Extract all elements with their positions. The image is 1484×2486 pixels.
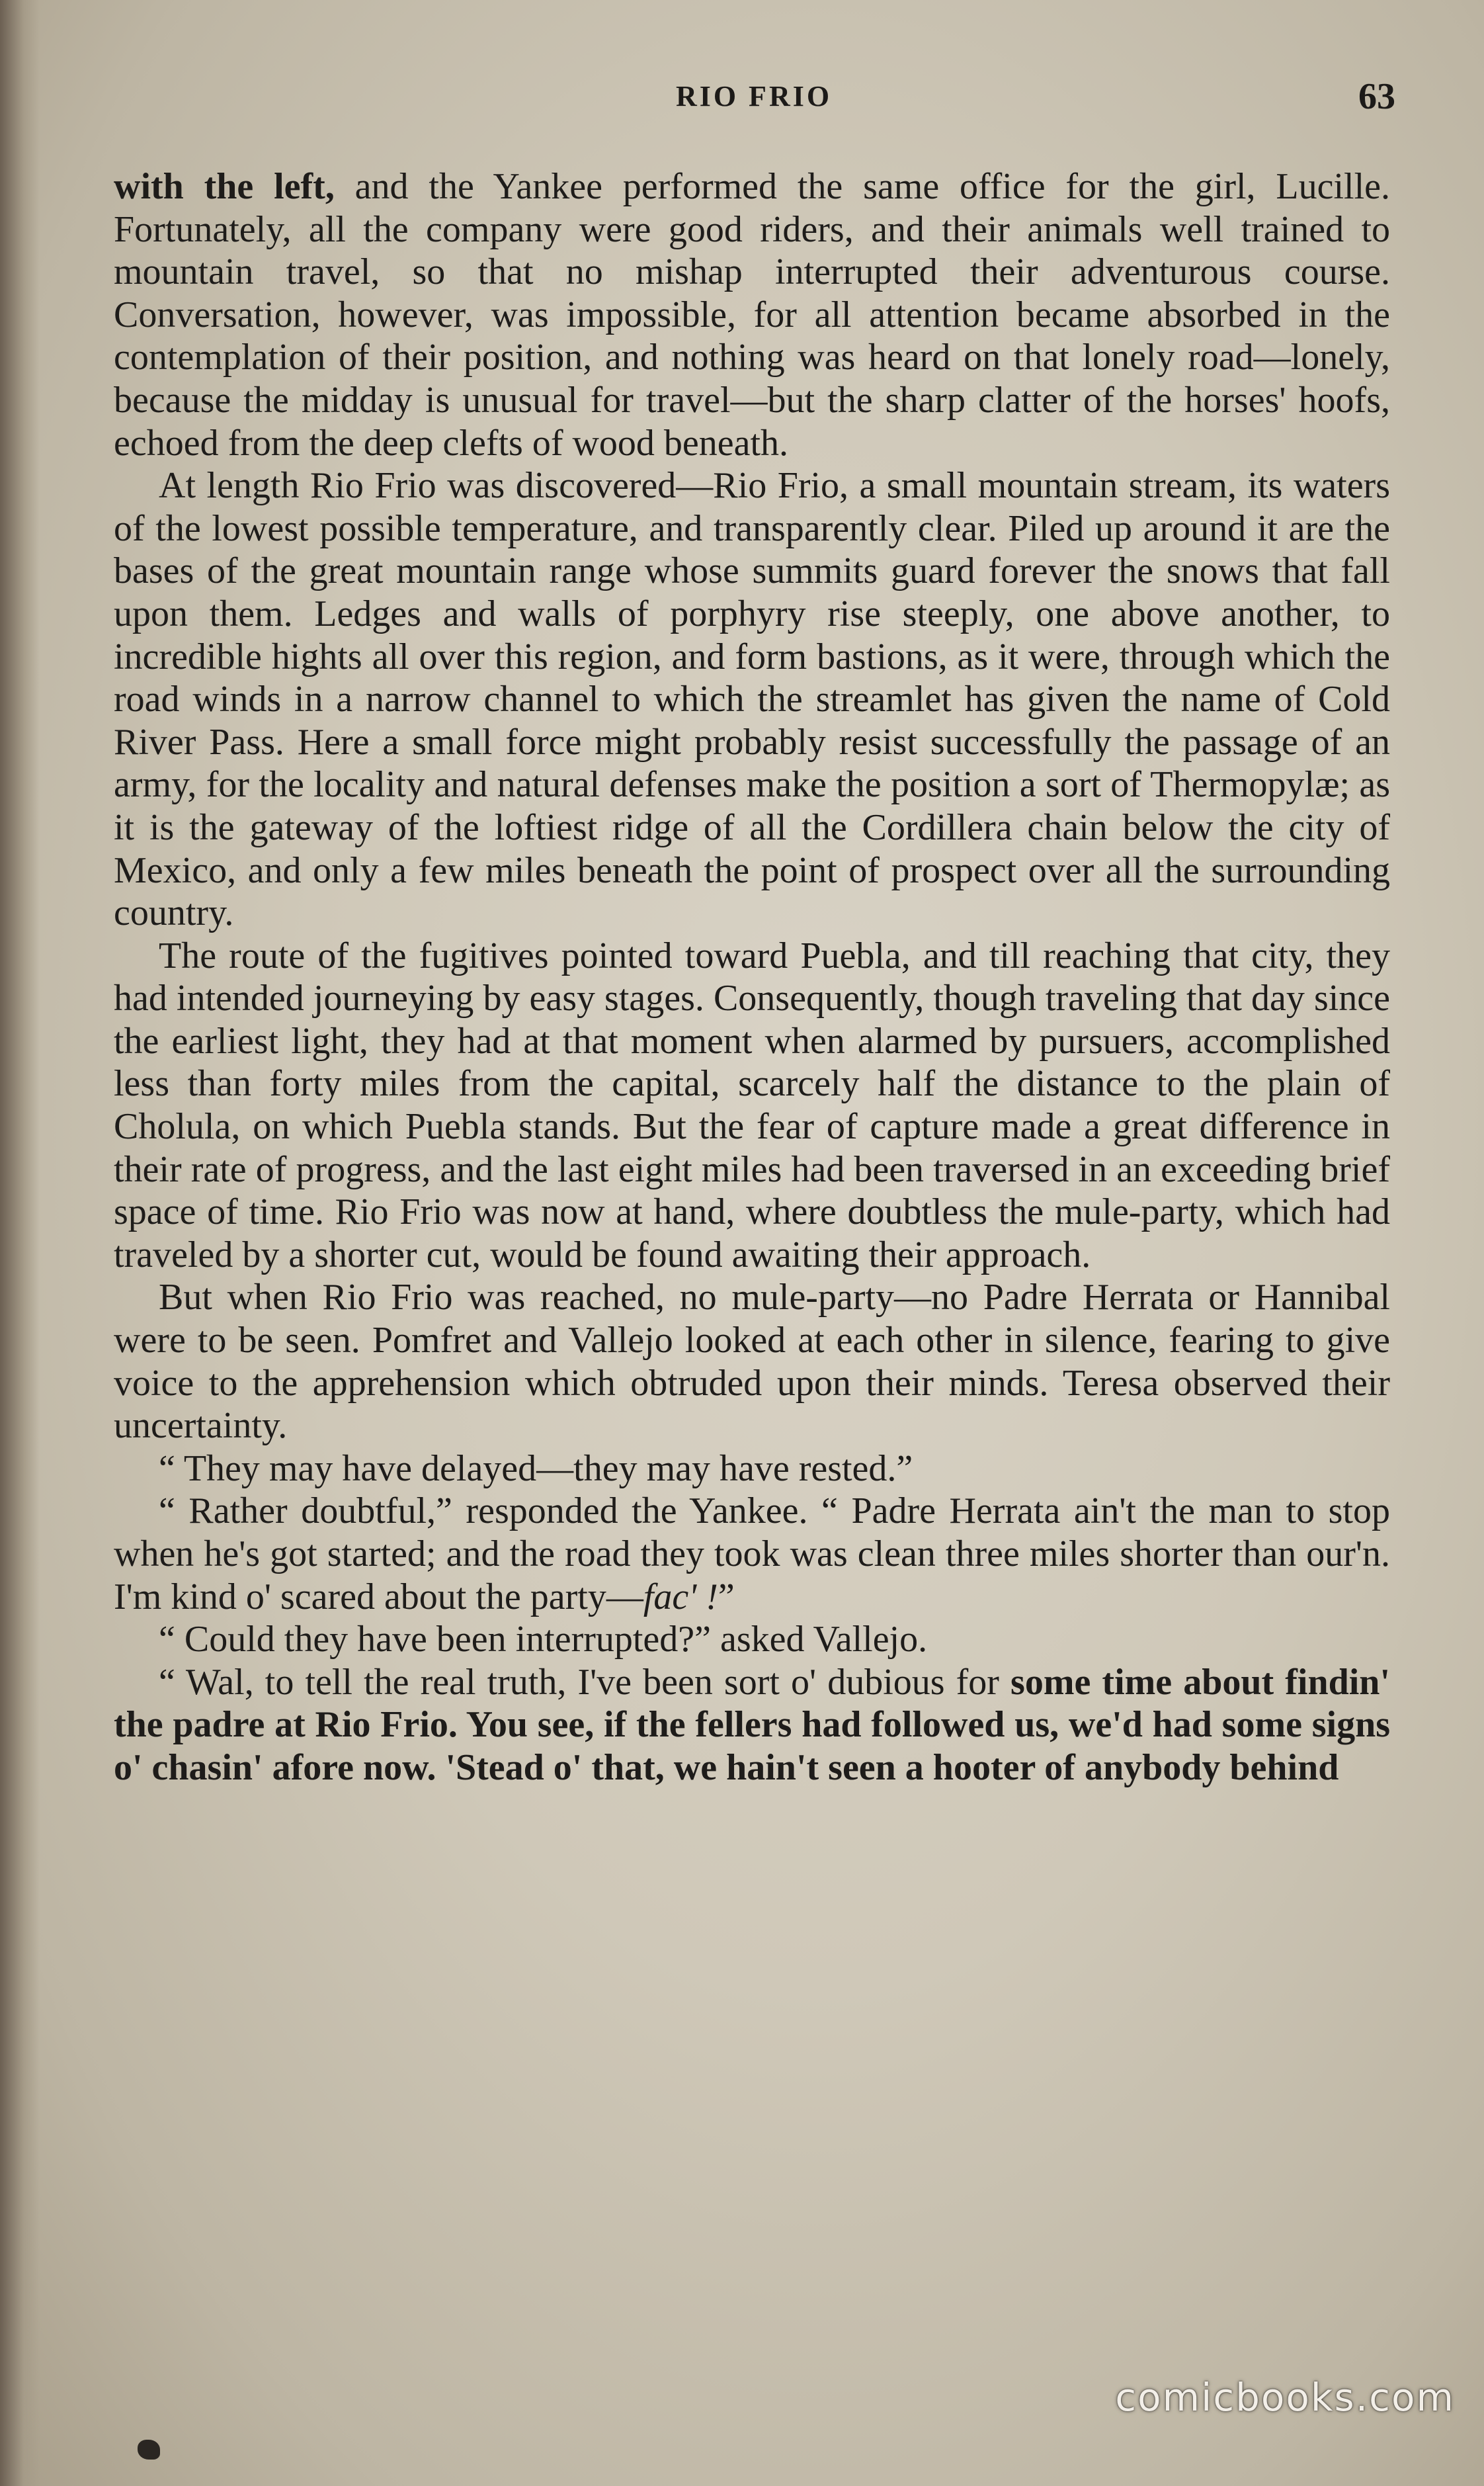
paragraph-6-main: “ Rather doubtful,” responded the Yankee. “ Padre Herrata ain't the man to stop when he's got started; and the road they took was clean three miles shorter than our'n. I'm kind o' scared about the party— (114, 1490, 1390, 1617)
paragraph-6-end: ” (718, 1576, 735, 1617)
paragraph-1 (114, 165, 1390, 464)
paragraph-2: At length Rio Frio was discovered—Rio Frio, a small mountain stream, its waters of the lowest possible temperature, and transparently clear. Piled up around it are the bases of the great mountain range whose summits guard forever the snows that fall upon them. Ledges and walls of porphyry rise steeply, one above another, to incredible hights all over this region, and form bastions, as it were, through which the road winds in a narrow channel to which the streamlet has given the name of Cold River Pass. Here a small force might probably resist successfully the passage of an army, for the locality and natural defenses make the position a sort of Thermopylæ; as it is the gateway of the loftiest ridge of all the Cordillera chain below the city of Mexico, and only a few miles beneath the point of prospect over all the surrounding country. (114, 465, 1390, 934)
paragraph-5: “ They may have delayed—they may have rested.” (159, 1447, 913, 1489)
page-number: 63 (1358, 76, 1395, 117)
paragraph-6-italic: fac' ! (643, 1576, 718, 1617)
paragraph-8-bold: some time about findin' the padre at Rio Frio. You see, if the fellers had followed us, we'd had some signs o' chasin' afore now. 'Stead o' that, we hain't seen a hooter of anybody behind (114, 1661, 1391, 1788)
running-head (112, 76, 1395, 132)
paragraph-4: But when Rio Frio was reached, no mule-party—no Padre Herrata or Hannibal were to be seen. Pomfret and Vallejo looked at each other in silence, fearing to give voice to the apprehension which obtruded upon their minds. Teresa observed their uncertainty. (114, 1277, 1390, 1447)
paragraph-7: “ Could they have been interrupted?” asked Vallejo. (159, 1619, 928, 1660)
page-binding-shadow (0, 0, 40, 2486)
watermark: comicbooks.com (1115, 2375, 1455, 2420)
paragraph-1-rest: and the Yankee performed the same office for the girl, Lucille. Fortunately, all the company were good riders, and their animals well trained to mountain travel, so that no mishap interrupted their adventurous course. Conversation, however, was impossible, for all attention became absorbed in the contemplation of their position, and nothing was heard on that lonely road—lonely, because the midday is unusual for travel—but the sharp clatter of the horses' hoofs, echoed from the deep clefts of wood beneath. (114, 166, 1390, 464)
body-text (114, 165, 1390, 2282)
paragraph-6 (114, 1490, 1390, 1618)
paragraph-8 (114, 1661, 1390, 1789)
ink-speck (138, 2440, 160, 2460)
paragraph-8-main: “ Wal, to tell the real truth, I've been sort o' dubious for (159, 1661, 1011, 1703)
paragraph-1-lead: with the left, (114, 166, 335, 207)
running-title: RIO FRIO (675, 80, 833, 112)
paragraph-3: The route of the fugitives pointed toward Puebla, and till reaching that city, they had intended journeying by easy stages. Consequently, though traveling that day since the earliest light, they had at that moment when alarmed by pursuers, accomplished less than forty miles from the capital, scarcely half the distance to the plain of Cholula, on which Puebla stands. But the fear of capture made a great difference in their rate of progress, and the last eight miles had been traversed in an exceeding brief space of time. Rio Frio was now at hand, where doubtless the mule-party, which had traveled by a shorter cut, would be found awaiting their approach. (114, 935, 1390, 1275)
